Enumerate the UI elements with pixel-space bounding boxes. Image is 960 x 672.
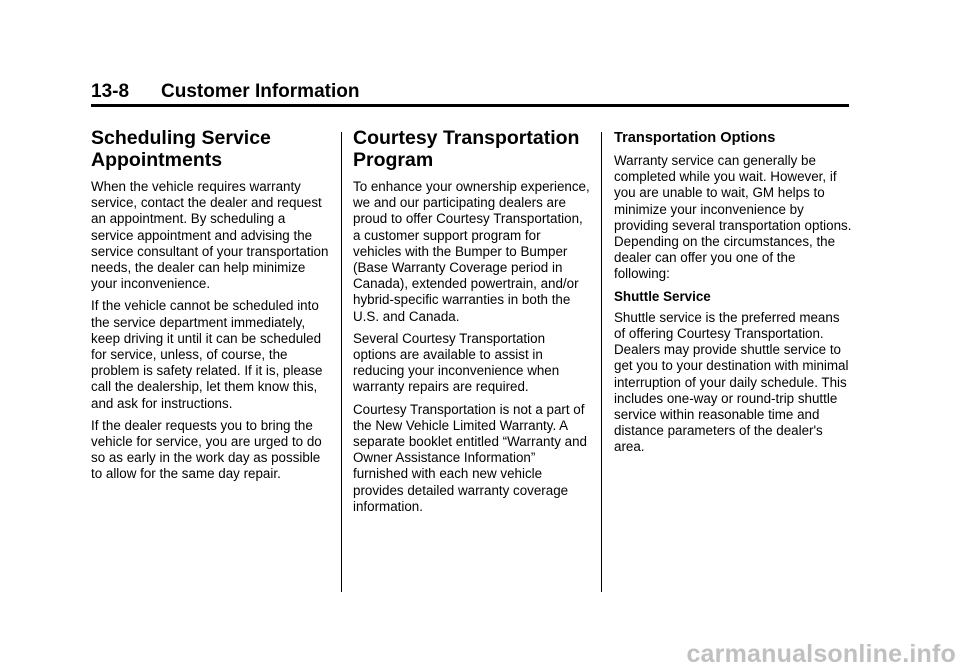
paragraph: Warranty service can generally be completed while you wait. However, if you are unable to wait, GM helps to minimize your inconvenience by providing several transportation options. Depending on the circumstances, the dealer can offer you one of the following: xyxy=(614,153,852,282)
subheading-transportation-options: Transportation Options xyxy=(614,130,776,146)
section-heading-courtesy: Courtesy Transportation Program xyxy=(353,127,580,171)
paragraph: Courtesy Transportation is not a part of the New Vehicle Limited Warranty. A separate booklet entitled “Warranty and Owner Assistance Information” furnished with each new vehicle provides detailed warranty coverage information. xyxy=(353,401,587,514)
paragraph: To enhance your ownership experience, we and our participating dealers are proud to offer Courtesy Transportation, a customer support program for vehicles with the Bumper to Bumper (Base Warranty Coverage period in Canada), extended powertrain, and/or hybrid-specific warranties in both the U.S. and Canada. xyxy=(353,179,590,324)
column-divider xyxy=(341,132,342,592)
column-divider xyxy=(601,132,602,592)
minor-heading-shuttle-service: Shuttle Service xyxy=(614,288,711,304)
paragraph: Several Courtesy Transportation options are available to assist in reducing your inconvenience when warranty repairs are required. xyxy=(353,330,560,395)
paragraph: When the vehicle requires warranty service, contact the dealer and request an appointment. By scheduling a service appointment and advising the service consultant of your transportation needs, the dealer can help minimize your inconvenience. xyxy=(91,179,329,292)
paragraph: If the vehicle cannot be scheduled into the service department immediately, keep driving it until it can be scheduled for service, unless, of course, the problem is safety related. If it is, please call the dealership, let them know this, and ask for instructions. xyxy=(91,298,323,411)
header-rule xyxy=(91,104,849,107)
column-courtesy-transportation xyxy=(353,127,591,521)
page-header xyxy=(91,80,849,104)
chapter-title: Customer Information xyxy=(161,81,360,102)
page-number: 13-8 xyxy=(91,81,130,102)
watermark: carmanualsonline.info xyxy=(686,640,956,668)
column-transportation-options xyxy=(614,127,852,462)
column-scheduling-service xyxy=(91,127,331,489)
paragraph: If the dealer requests you to bring the vehicle for service, you are urged to do so as early in the work day as possible to allow for the same day repair. xyxy=(91,417,322,482)
section-heading-scheduling: Scheduling Service Appointments xyxy=(91,127,271,171)
paragraph: Shuttle service is the preferred means of offering Courtesy Transportation. Dealers may provide shuttle service to get you to your destination with minimal interruption of your daily schedule. This includes one-way or round-trip shuttle service within reasonable time and distance parameters of the dealer's area. xyxy=(614,309,849,455)
